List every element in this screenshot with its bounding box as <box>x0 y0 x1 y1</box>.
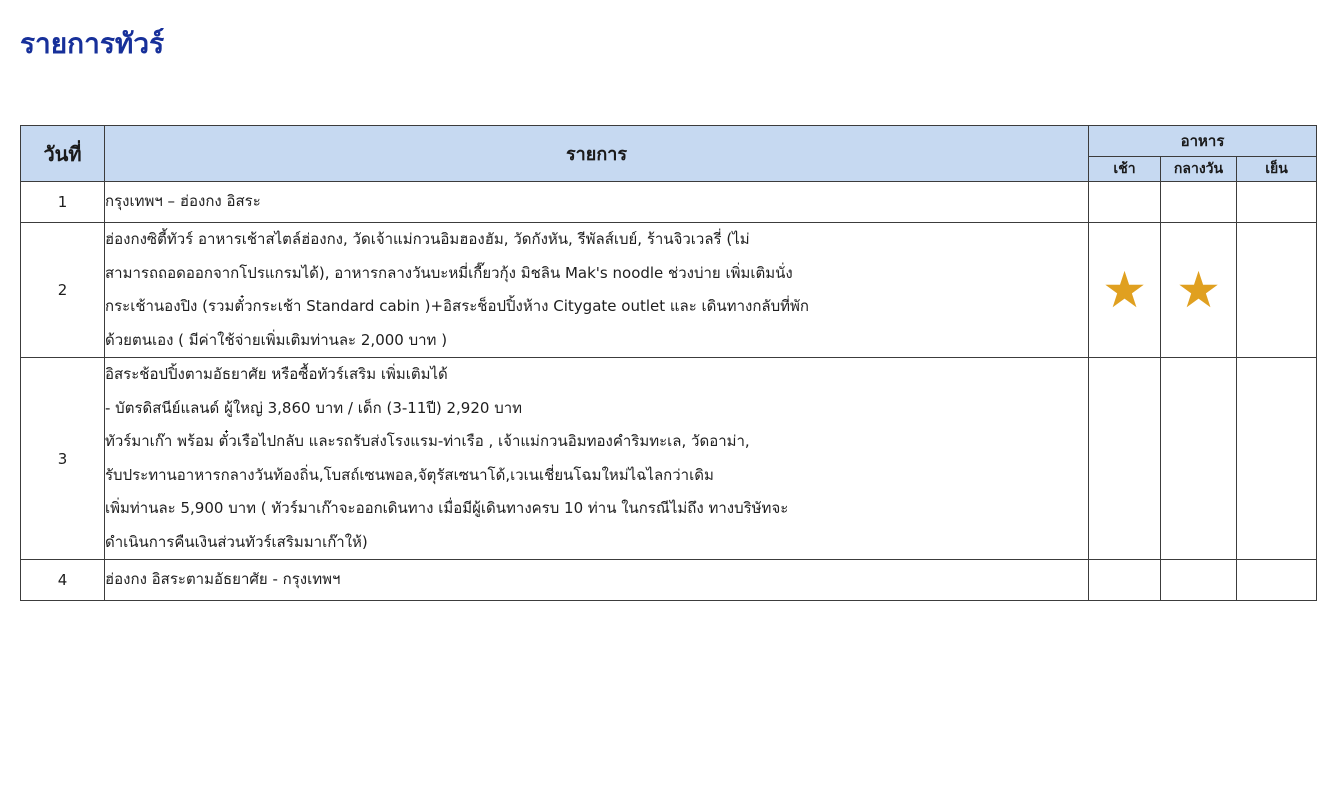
day-items <box>105 560 1089 601</box>
header-lunch: กลางวัน <box>1161 157 1237 182</box>
meal-breakfast <box>1089 560 1161 601</box>
item-line: ดำเนินการคืนเงินส่วนทัวร์เสริมมาเก๊าให้) <box>105 532 368 551</box>
item-line: ฮ่องกงซิตี้ทัวร์ อาหารเช้าสไตล์ฮ่องกง, วัดเจ้าแม่กวนอิมฮองฮัม, วัดกังหัน, รีพัลส์เบย์, ร้านจิวเวลรี่ (ไม่ <box>105 230 750 248</box>
item-line: - บัตรดิสนีย์แลนด์ ผู้ใหญ่ 3,860 บาท / เด็ก (3-11ปี) 2,920 บาท <box>105 398 523 417</box>
day-items <box>105 182 1089 223</box>
item-line: กรุงเทพฯ – ฮ่องกง อิสระ <box>105 192 261 211</box>
day-number: 3 <box>21 358 105 560</box>
meal-breakfast <box>1089 358 1161 560</box>
item-line: สามารถถอดออกจากโปรแกรมได้), อาหารกลางวันบะหมี่เกี๊ยวกุ้ง มิชลิน Mak's noodle ช่วงบ่าย เพิ่มเติมนั่ง <box>105 263 793 282</box>
item-line: อิสระช้อปปิ้งตามอัธยาศัย หรือซื้อทัวร์เสริม เพิ่มเติมได้ <box>105 365 448 383</box>
item-line: ฮ่องกง อิสระตามอัธยาศัย - กรุงเทพฯ <box>105 570 341 589</box>
day-number: 2 <box>21 223 105 358</box>
star-icon: ★ <box>1102 261 1147 319</box>
day-number: 1 <box>21 182 105 223</box>
item-line: รับประทานอาหารกลางวันท้องถิ่น,โบสถ์เซนพอล,จัตุรัสเซนาโด้,เวเนเชี่ยนโฉมใหม่ไฉไลกว่าเดิม <box>105 465 714 484</box>
table-row <box>21 182 1317 223</box>
item-line: ทัวร์มาเก๊า พร้อม ตั๋วเรือไปกลับ และรถรับส่งโรงแรม-ท่าเรือ , เจ้าแม่กวนอิมทองคำริมทะเล, วัดอาม่า, <box>105 432 750 450</box>
table-row <box>21 560 1317 601</box>
table-row <box>21 223 1317 358</box>
header-day: วันที่ <box>21 126 105 182</box>
meal-dinner <box>1237 223 1317 358</box>
meal-lunch <box>1161 182 1237 223</box>
header-items: รายการ <box>105 126 1089 182</box>
itinerary-table <box>20 125 1317 601</box>
page-title: รายการทัวร์ <box>20 27 165 60</box>
meal-breakfast <box>1089 182 1161 223</box>
table-row <box>21 358 1317 560</box>
meal-breakfast <box>1089 223 1161 358</box>
meal-dinner <box>1237 358 1317 560</box>
item-line: เพิ่มท่านละ 5,900 บาท ( ทัวร์มาเก๊าจะออกเดินทาง เมื่อมีผู้เดินทางครบ 10 ท่าน ในกรณีไม่ถึง ทางบริษัทจะ <box>105 499 789 517</box>
header-breakfast: เช้า <box>1089 157 1161 182</box>
item-line: กระเช้านองปิง (รวมตั๋วกระเช้า Standard cabin )+อิสระช็อปปิ้งห้าง Citygate outlet และ เดินทางกลับที่พัก <box>105 297 809 315</box>
day-items <box>105 223 1089 358</box>
meal-lunch <box>1161 560 1237 601</box>
star-icon: ★ <box>1176 261 1221 319</box>
header-dinner: เย็น <box>1237 157 1317 182</box>
meal-dinner <box>1237 560 1317 601</box>
meal-lunch <box>1161 358 1237 560</box>
item-line: ด้วยตนเอง ( มีค่าใช้จ่ายเพิ่มเติมท่านละ 2,000 บาท ) <box>105 330 448 349</box>
meal-lunch <box>1161 223 1237 358</box>
header-meals: อาหาร <box>1089 126 1317 157</box>
day-number: 4 <box>21 560 105 601</box>
day-items <box>105 358 1089 560</box>
meal-dinner <box>1237 182 1317 223</box>
